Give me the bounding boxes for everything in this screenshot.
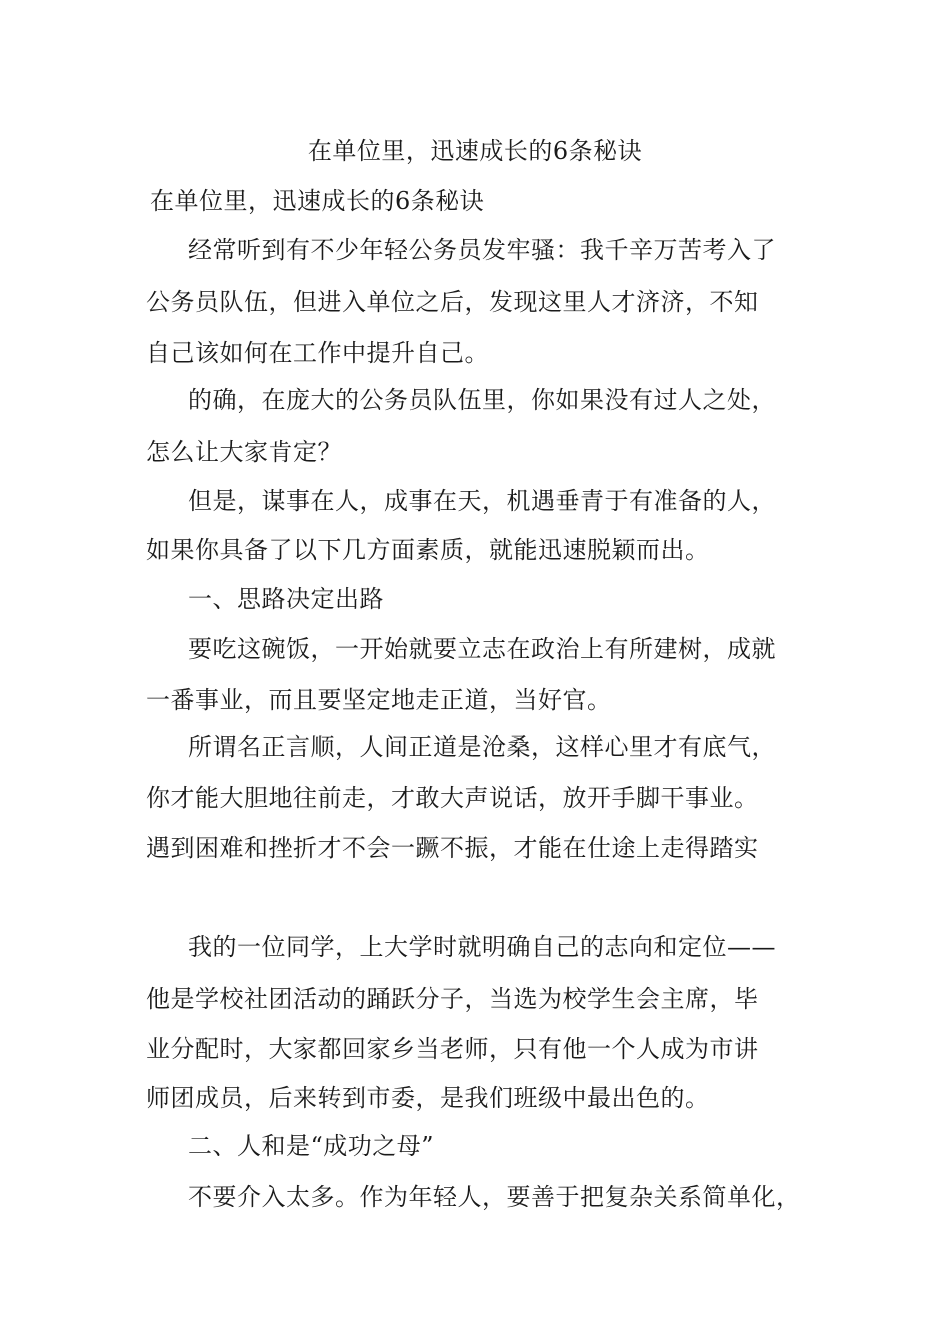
paragraph-line: 师团成员，后来转到市委，是我们班级中最出色的。 [146,1084,710,1112]
paragraph-line: 所谓名正言顺，人间正道是沧桑，这样心里才有底气， [188,733,776,761]
paragraph-line: 遇到困难和挫折才不会一蹶不振，才能在仕途上走得踏实 [146,834,759,862]
document-subtitle: 在单位里，迅速成长的6条秘诀 [150,187,485,215]
paragraph-line: 的确，在庞大的公务员队伍里，你如果没有过人之处， [188,386,776,414]
paragraph-line: 公务员队伍，但进入单位之后，发现这里人才济济，不知 [146,288,759,316]
paragraph-line: 我的一位同学，上大学时就明确自己的志向和定位—— [188,933,776,961]
paragraph-line: 要吃这碗饭，一开始就要立志在政治上有所建树，成就 [188,635,776,663]
section-heading: 二、人和是“成功之母” [188,1132,435,1160]
section-heading: 一、思路决定出路 [188,585,384,613]
paragraph-line: 但是，谋事在人，成事在天，机遇垂青于有准备的人， [188,487,776,515]
paragraph-line: 自己该如何在工作中提升自己。 [146,339,489,367]
paragraph-line: 他是学校社团活动的踊跃分子，当选为校学生会主席，毕 [146,985,759,1013]
document-title: 在单位里，迅速成长的6条秘诀 [307,137,643,165]
paragraph-line: 你才能大胆地往前走，才敢大声说话，放开手脚干事业。 [146,784,759,812]
paragraph-line: 怎么让大家肯定？ [146,438,342,466]
paragraph-line: 经常听到有不少年轻公务员发牢骚：我千辛万苦考入了 [188,236,776,264]
paragraph-line: 如果你具备了以下几方面素质，就能迅速脱颖而出。 [146,536,710,564]
paragraph-line: 一番事业，而且要坚定地走正道，当好官。 [146,686,612,714]
paragraph-line: 不要介入太多。作为年轻人，要善于把复杂关系简单化， [188,1183,801,1211]
paragraph-line: 业分配时，大家都回家乡当老师，只有他一个人成为市讲 [146,1035,759,1063]
